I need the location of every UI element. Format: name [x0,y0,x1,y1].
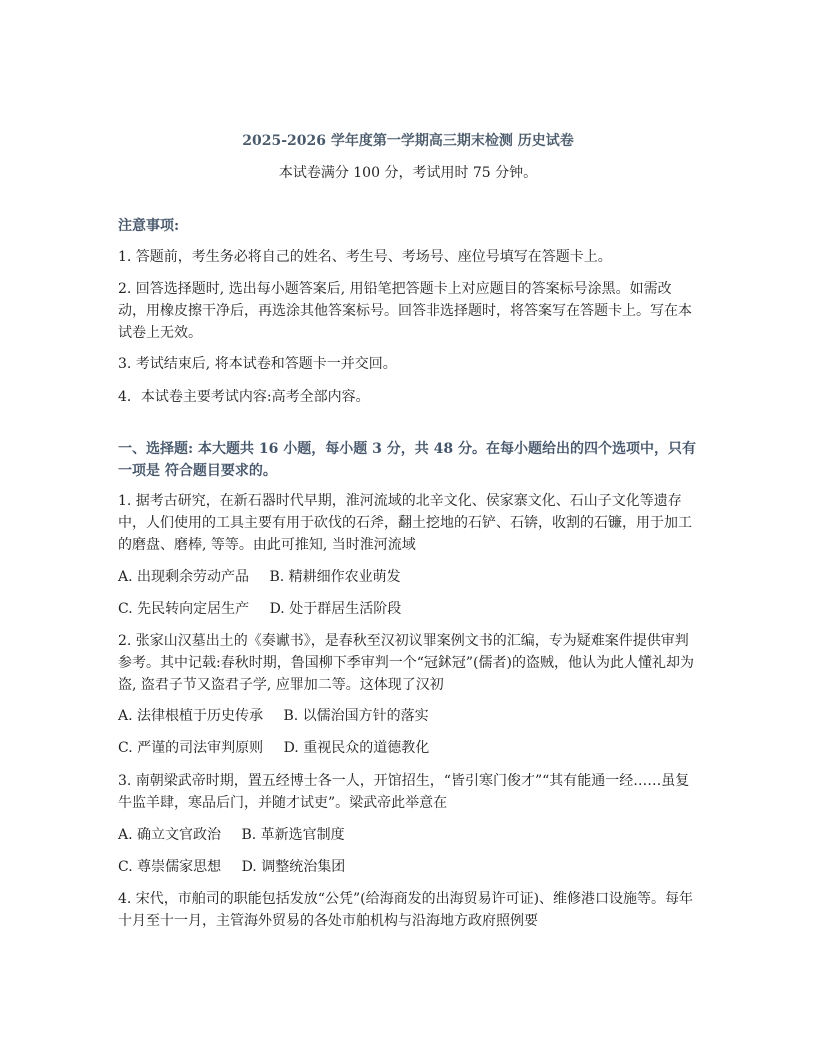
notice-item-1: 1. 答题前，考生务必将自己的姓名、考生号、考场号、座位号填写在答题卡上。 [118,249,612,265]
notice-item-3: 3. 考试结束后, 将本试卷和答题卡一并交回。 [118,356,397,372]
exam-subtitle: 本试卷满分 100 分，考试用时 75 分钟。 [278,165,538,181]
question-3-stem: 3. 南朝梁武帝时期，置五经博士各一人，开馆招生，“皆引寒门俊才”“其有能通一经……虽复牛监羊肆，寒品后门，并随才试吏”。梁武帝此举意在 [118,773,690,811]
question-3-option-b[interactable]: B. 革新选官制度 [241,827,345,843]
question-1-options-row-1 [118,566,698,588]
question-2-stem: 2. 张家山汉墓出土的《奏谳书》，是春秋至汉初议罪案例文书的汇编，专为疑难案件提供审判参考。其中记载:春秋时期，鲁国柳下季审判一个“冠鉥冠”(儒者)的盗贼，他认为此人懂礼却为盗, 盗君子节又盗君子学, 应罪加二等。这体现了汉初 [118,633,694,693]
question-2-option-d[interactable]: D. 重视民众的道德教化 [283,740,430,756]
question-4-stem: 4. 宋代，市舶司的职能包括发放“公凭”(给海商发的出海贸易许可证)、维修港口设施等。每年十月至十一月，主管海外贸易的各处市舶机构与沿海地方政府照例要 [118,891,694,929]
notice-item-4: 4．本试卷主要考试内容:高考全部内容。 [118,389,370,405]
question-3-options-row-1 [118,824,698,846]
question-2-option-c[interactable]: C. 严谨的司法审判原则 [118,740,264,756]
question-1-option-a[interactable]: A. 出现剩余劳动产品 [118,569,250,585]
question-2-options-row-2 [118,737,698,759]
question-3-option-d[interactable]: D. 调整统治集团 [241,859,346,875]
question-3-option-a[interactable]: A. 确立文官政治 [118,827,222,843]
question-3-options-row-2 [118,856,698,878]
notice-item-2: 2. 回答选择题时, 选出每小题答案后, 用铅笔把答题卡上对应题目的答案标号涂黑。如需改动，用橡皮擦干净后，再选涂其他答案标号。回答非选择题时，将答案写在答题卡上。写在本试卷上无效。 [118,281,692,341]
question-3-option-c[interactable]: C. 尊崇儒家思想 [118,859,222,875]
question-2-options-row-1 [118,705,698,727]
question-1-option-c[interactable]: C. 先民转向定居生产 [118,601,250,617]
question-1-options-row-2 [118,598,698,620]
exam-title: 2025-2026 学年度第一学期高三期末检测 历史试卷 [242,133,574,149]
section-heading: 一、选择题: 本大题共 16 小题，每小题 3 分，共 48 分。在每小题给出的四个选项中，只有一项是 符合题目要求的。 [118,441,696,479]
question-1-stem: 1. 据考古研究，在新石器时代早期，淮河流域的北辛文化、侯家寨文化、石山子文化等遗存中，人们使用的工具主要有用于砍伐的石斧，翻土挖地的石铲、石锛，收割的石镰，用于加工的磨盘、磨棒, 等等。由此可推知, 当时淮河流域 [118,493,692,553]
question-1-option-d[interactable]: D. 处于群居生活阶段 [269,601,402,617]
question-2-option-a[interactable]: A. 法律根植于历史传承 [118,708,264,724]
question-1-option-b[interactable]: B. 精耕细作农业萌发 [269,569,401,585]
question-2-option-b[interactable]: B. 以儒治国方针的落实 [283,708,429,724]
notice-heading: 注意事项: [118,218,180,234]
